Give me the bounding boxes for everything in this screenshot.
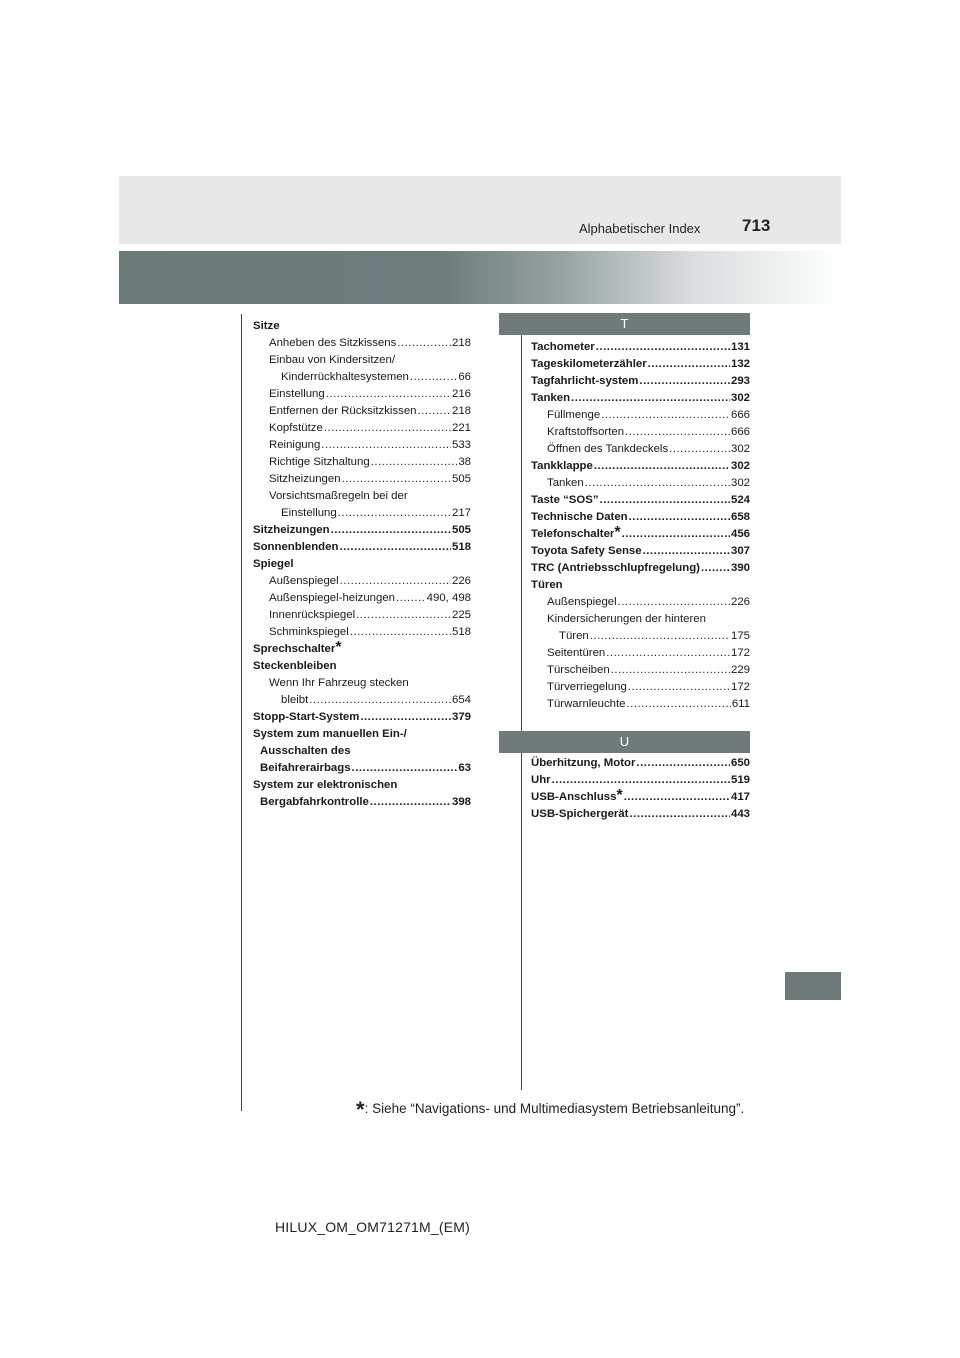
index-entry (531, 662, 750, 679)
index-entry: USB-Anschluss * ..... 417 (531, 789, 750, 806)
page-reference: 666 (730, 426, 750, 438)
dot-leader (339, 539, 451, 556)
index-term: Kinderrückhaltesystemen (281, 371, 409, 383)
page-reference: 490, 498 (426, 592, 471, 604)
page-reference: 654 (451, 694, 471, 706)
dot-leader (639, 373, 730, 390)
index-term: Kraftstoffsorten (547, 426, 625, 438)
page-reference: 390 (730, 562, 750, 574)
index-entry (253, 522, 471, 539)
dot-leader (629, 509, 730, 526)
page-reference: 379 (451, 711, 471, 723)
index-term: Richtige Sitzhaltung (269, 456, 370, 468)
page-reference: 533 (451, 439, 471, 451)
dot-leader (596, 339, 730, 356)
index-entry (531, 806, 750, 823)
index-entry (253, 539, 471, 556)
index-entry (253, 420, 471, 437)
page-number: 713 (742, 216, 771, 235)
index-term: Spiegel (253, 558, 294, 570)
page-reference: 225 (451, 609, 471, 621)
index-entry: Telefonschalter * ..... 456 (531, 526, 750, 543)
index-entry (253, 777, 471, 794)
index-column-left (253, 318, 471, 811)
index-term: TRC (Antriebsschlupfregelung) (531, 562, 700, 574)
dot-leader (629, 806, 730, 823)
dot-leader (552, 772, 730, 789)
index-term: Tanken (547, 477, 584, 489)
footnote (356, 1097, 744, 1123)
index-entry (253, 488, 471, 505)
index-entry (531, 441, 750, 458)
dot-leader (360, 709, 451, 726)
dot-leader (338, 505, 451, 522)
index-entry (253, 726, 471, 743)
index-term: bleibt (281, 694, 309, 706)
page-reference: 216 (451, 388, 471, 400)
index-term: Füllmenge (547, 409, 601, 421)
page-reference: 218 (451, 405, 471, 417)
dot-leader (669, 441, 730, 458)
page-reference: 172 (730, 647, 750, 659)
dot-leader (625, 424, 730, 441)
index-entry (253, 437, 471, 454)
index-term: Sitzheizungen (253, 524, 330, 536)
index-term: Türverriegelung (547, 681, 627, 693)
page-reference: 658 (730, 511, 750, 523)
page-reference: 456 (730, 528, 750, 540)
dot-leader (356, 607, 451, 624)
dot-leader (571, 390, 730, 407)
index-entry (253, 590, 471, 607)
dot-leader (606, 645, 730, 662)
page-reference: 172 (730, 681, 750, 693)
dot-leader (410, 369, 457, 386)
letter-heading-t: T (499, 313, 750, 335)
index-term: Außenspiegel (547, 596, 617, 608)
index-term: Sprechschalter (253, 643, 336, 655)
index-term: Anheben des Sitzkissens (269, 337, 397, 349)
page-reference: 518 (451, 541, 471, 553)
index-term: Stopp-Start-System (253, 711, 360, 723)
index-entry (531, 577, 750, 594)
index-term: Türen (531, 579, 563, 591)
index-entry (253, 624, 471, 641)
page-reference: 524 (730, 494, 750, 506)
page-reference: 221 (451, 422, 471, 434)
index-term: Tanken (531, 392, 571, 404)
index-term: Tagfahrlicht-system (531, 375, 639, 387)
dot-leader (397, 335, 451, 352)
page-reference: 666 (730, 409, 750, 421)
index-entry (531, 611, 750, 628)
index-term: Ausschalten des (260, 745, 351, 757)
index-term: Vorsichtsmaßregeln bei der (269, 490, 408, 502)
index-term: Einstellung (281, 507, 337, 519)
index-term: Türwarnleuchte (547, 698, 626, 710)
index-term: Beifahrerairbags (260, 762, 351, 774)
index-term: Taste “SOS” (531, 494, 599, 506)
index-entry (253, 505, 471, 522)
index-entry (531, 475, 750, 492)
page-reference: 302 (730, 392, 750, 404)
footnote-marker: * (356, 1097, 365, 1122)
index-term: Toyota Safety Sense (531, 545, 642, 557)
index-term: Tageskilometerzähler (531, 358, 647, 370)
index-entry (253, 556, 471, 573)
page-reference: 611 (731, 698, 750, 710)
page-reference: 302 (730, 460, 750, 472)
dot-leader (601, 407, 730, 424)
index-term: Bergabfahrkontrolle (260, 796, 369, 808)
index-term: Sitze (253, 320, 280, 332)
dot-leader (624, 789, 730, 806)
index-entry (253, 675, 471, 692)
page-reference: 175 (730, 630, 750, 642)
index-term: Telefonschalter (531, 528, 615, 540)
dot-leader (352, 760, 458, 777)
index-term: Außenspiegel-heizungen (269, 592, 396, 604)
footnote-text: : Siehe “Navigations- und Multimediasystem Betriebsanleitung”. (364, 1101, 745, 1116)
index-term: System zur elektronischen (253, 779, 398, 791)
page-reference: 66 (458, 371, 471, 383)
page-reference: 226 (451, 575, 471, 587)
page-reference: 38 (458, 456, 471, 468)
index-entry (531, 696, 750, 713)
page-reference: 131 (730, 341, 750, 353)
index-entry (253, 471, 471, 488)
dot-leader (643, 543, 730, 560)
chapter-thumb-tab (785, 972, 841, 1000)
dot-leader (627, 696, 731, 713)
index-entry (253, 607, 471, 624)
page-reference: 229 (730, 664, 750, 676)
dot-leader (418, 403, 451, 420)
page-reference: 226 (730, 596, 750, 608)
index-entry (531, 458, 750, 475)
index-entry (531, 645, 750, 662)
index-term: Entfernen der Rücksitzkissen (269, 405, 417, 417)
index-entry (531, 543, 750, 560)
page-reference: 293 (730, 375, 750, 387)
dot-leader (326, 386, 451, 403)
index-term: Sitzheizungen (269, 473, 341, 485)
index-term: USB-Spichergerät (531, 808, 629, 820)
dot-leader (590, 628, 730, 645)
dot-leader (622, 526, 730, 543)
page-reference: 398 (451, 796, 471, 808)
index-entry (253, 386, 471, 403)
dot-leader (600, 492, 730, 509)
page-reference: 302 (730, 477, 750, 489)
page-reference: 443 (730, 808, 750, 820)
index-entry (531, 424, 750, 441)
dot-leader (618, 594, 730, 611)
index-entry: Sprechschalter * (253, 639, 342, 656)
header-band (119, 176, 841, 244)
index-entry (253, 369, 471, 386)
index-entry (531, 772, 750, 789)
index-entry (253, 760, 471, 777)
page-reference: 302 (730, 443, 750, 455)
index-term: Außenspiegel (269, 575, 339, 587)
section-title: Alphabetischer Index (579, 221, 701, 236)
index-term: Reinigung (269, 439, 321, 451)
dot-leader (594, 458, 730, 475)
dot-leader (340, 573, 451, 590)
dot-leader (371, 454, 458, 471)
index-term: Türscheiben (547, 664, 610, 676)
index-entry (531, 339, 750, 356)
index-entry (253, 794, 471, 811)
dot-leader (648, 356, 730, 373)
index-term: Schminkspiegel (269, 626, 349, 638)
dot-leader (342, 471, 451, 488)
index-entry (253, 318, 471, 335)
column-rule-left (241, 314, 242, 1111)
document-id: HILUX_OM_OM71271M_(EM) (275, 1219, 471, 1235)
index-entry (531, 407, 750, 424)
index-entry (531, 560, 750, 577)
index-term: Wenn Ihr Fahrzeug stecken (269, 677, 409, 689)
page-reference: 518 (451, 626, 471, 638)
index-entry (253, 658, 471, 675)
page-reference: 417 (730, 791, 750, 803)
index-entry (531, 594, 750, 611)
index-term: Seitentüren (547, 647, 606, 659)
index-entry (531, 755, 750, 772)
index-entry (531, 373, 750, 390)
letter-heading-u: U (499, 731, 750, 753)
index-term: Technische Daten (531, 511, 628, 523)
dot-leader (324, 420, 451, 437)
index-entry (531, 628, 750, 645)
chapter-banner (119, 251, 841, 304)
dot-leader (611, 662, 730, 679)
dot-leader (309, 692, 451, 709)
index-term: Kopfstütze (269, 422, 323, 434)
page-reference: 505 (451, 524, 471, 536)
index-entry (253, 403, 471, 420)
index-term: Sonnenblenden (253, 541, 339, 553)
column-rule-middle (521, 314, 522, 1090)
index-entry (253, 743, 471, 760)
index-entry (253, 709, 471, 726)
index-term: Uhr (531, 774, 551, 786)
page-reference: 650 (730, 757, 750, 769)
dot-leader (396, 590, 426, 607)
index-entry (253, 692, 471, 709)
index-term: Überhitzung, Motor (531, 757, 636, 769)
index-entry (253, 454, 471, 471)
dot-leader (585, 475, 730, 492)
dot-leader (636, 755, 730, 772)
index-term: Türen (559, 630, 589, 642)
page-reference: 218 (451, 337, 471, 349)
index-term: Innenrückspiegel (269, 609, 356, 621)
index-term: Tankklappe (531, 460, 593, 472)
page-reference: 519 (730, 774, 750, 786)
index-entry (253, 335, 471, 352)
index-term: Einstellung (269, 388, 325, 400)
index-column-t (531, 339, 750, 713)
index-term: USB-Anschluss (531, 791, 617, 803)
index-entry (253, 573, 471, 590)
dot-leader (370, 794, 451, 811)
index-column-u (531, 755, 750, 823)
index-entry (253, 352, 471, 369)
index-term: Steckenbleiben (253, 660, 337, 672)
index-term: Kindersicherungen der hinteren (547, 613, 706, 625)
index-entry (531, 509, 750, 526)
page-reference: 307 (730, 545, 750, 557)
index-entry (531, 492, 750, 509)
dot-leader (628, 679, 730, 696)
dot-leader (701, 560, 730, 577)
page-reference: 132 (730, 358, 750, 370)
dot-leader (350, 624, 451, 641)
index-entry (531, 356, 750, 373)
index-term: Tachometer (531, 341, 595, 353)
index-entry (531, 390, 750, 407)
dot-leader (331, 522, 451, 539)
page-reference: 217 (451, 507, 471, 519)
index-entry (531, 679, 750, 696)
page-reference: 505 (451, 473, 471, 485)
dot-leader (321, 437, 451, 454)
index-term: Einbau von Kindersitzen/ (269, 354, 396, 366)
index-term: Öffnen des Tankdeckels (547, 443, 669, 455)
index-term: System zum manuellen Ein-/ (253, 728, 407, 740)
page-reference: 63 (458, 762, 471, 774)
